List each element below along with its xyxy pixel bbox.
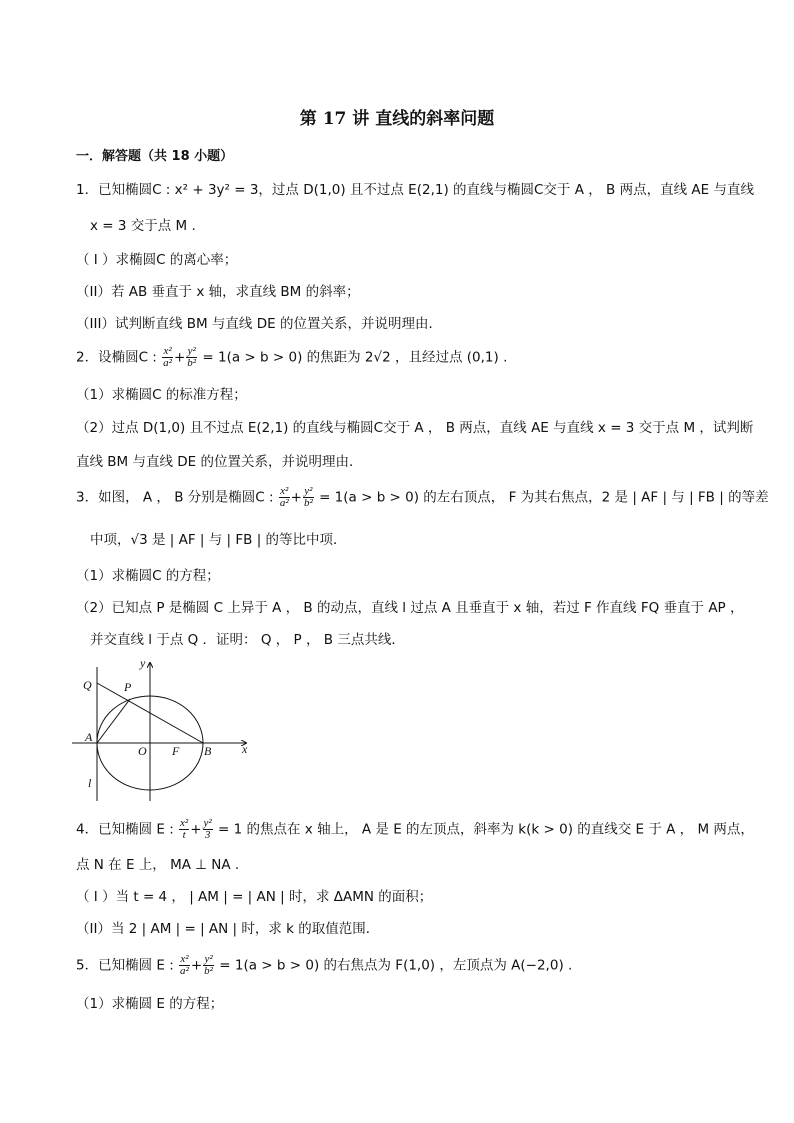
q3-line2: 中项，√3 是 | AF | 与 | FB | 的等比中项． — [90, 532, 347, 548]
q1-line1: 1．已知椭圆C : x² + 3y² = 3，过点 D(1,0) 且不过点 E(2,1) 的直线与椭圆C交于 A ， B 两点，直线 AE 与直线 — [76, 182, 754, 198]
q2-frac-y: $\frac{\text{y²}}{\text{b²}}$ — [187, 345, 197, 369]
q2-sub1: （1）求椭圆C 的标准方程； — [76, 387, 247, 403]
q5-sub1: （1）求椭圆 E 的方程； — [76, 996, 224, 1012]
label-A: A — [85, 730, 93, 744]
q5-frac-x: $\frac{\text{x²}}{\text{a²}}$ — [180, 953, 189, 977]
q4-line1: 4．已知椭圆 E : $\frac{\text{x²}}{t}$ + $\frac{\text{y²}}{3}$ = 1 的焦点在 x 轴上， A 是 E 的左顶点，斜率为 k(k > 0) 的直线交 E 于 A ， M 两点， — [76, 817, 754, 841]
q5-suffix: = 1(a > b > 0) 的右焦点为 F(1,0) ，左顶点为 A(−2,0) . — [219, 957, 573, 974]
q3-sub1: （1）求椭圆C 的方程； — [76, 568, 220, 584]
q1-sub3: （III）试判断直线 BM 与直线 DE 的位置关系，并说明理由． — [76, 316, 442, 332]
q4-line2: 点 N 在 E 上， MA ⊥ NA . — [76, 857, 240, 873]
label-x: x — [242, 742, 248, 756]
q4-suffix: = 1 的焦点在 x 轴上， A 是 E 的左顶点，斜率为 k(k > 0) 的直线交 E 于 A ， M 两点， — [218, 821, 754, 838]
q4-sub2: （II）当 2 | AM | = | AN | 时，求 k 的取值范围． — [76, 921, 380, 937]
page-title: 第 17 讲 直线的斜率问题 — [299, 109, 495, 129]
q2-sub2b: 直线 BM 与直线 DE 的位置关系，并说明理由． — [76, 454, 363, 470]
q5-line1: 5．已知椭圆 E : $\frac{\text{x²}}{\text{a²}}$ + $\frac{\text{y²}}{\text{b²}}$ = 1(a > b > 0) 的右焦点为 F(1,0) ，左顶点为 A(−2,0) . — [76, 953, 573, 977]
q4-prefix: 4．已知椭圆 E : — [76, 821, 174, 838]
label-B: B — [204, 744, 212, 758]
label-O: O — [138, 744, 147, 758]
q2-sub2a: （2）过点 D(1,0) 且不过点 E(2,1) 的直线与椭圆C交于 A ， B 两点，直线 AE 与直线 x = 3 交于点 M ，试判断 — [76, 420, 754, 436]
q2-line1: 2．设椭圆C : $\frac{\text{x²}}{\text{a²}}$ + $\frac{\text{y²}}{\text{b²}}$ = 1(a > b > 0) 的焦距为 2√2 ，且经过点 (0,1) . — [76, 345, 508, 369]
label-F: F — [172, 744, 180, 758]
q4-frac-x: $\frac{\text{x²}}{t}$ — [180, 817, 189, 841]
q1-sub1: （ I ）求椭圆C 的离心率； — [76, 252, 238, 268]
q2-frac-x: $\frac{\text{x²}}{\text{a²}}$ — [163, 345, 172, 369]
segment-AP — [97, 699, 130, 743]
label-l: l — [88, 776, 92, 790]
q3-sub2b: 并交直线 l 于点 Q ．证明： Q ， P ， B 三点共线． — [90, 632, 405, 648]
q4-sub1: （ I ）当 t = 4 ， | AM | = | AN | 时，求 ΔAMN 的面积； — [76, 889, 433, 905]
section-heading: 一．解答题（共 18 小题） — [76, 149, 234, 164]
q3-line1: 3．如图， A ， B 分别是椭圆C : $\frac{\text{x²}}{\text{a²}}$ + $\frac{\text{y²}}{\text{b²}}$ = 1(a > b > 0) 的左右顶点， F 为其右焦点，2 是 | AF | 与 | FB | 的等差 — [76, 485, 769, 509]
q3-frac-y: $\frac{\text{y²}}{\text{b²}}$ — [303, 485, 313, 509]
label-Q: Q — [83, 678, 92, 692]
q5-prefix: 5．已知椭圆 E : — [76, 957, 174, 974]
q3-sub2a: （2）已知点 P 是椭圆 C 上异于 A ， B 的动点，直线 l 过点 A 且垂直于 x 轴，若过 F 作直线 FQ 垂直于 AP ， — [76, 600, 744, 616]
label-y: y — [140, 656, 146, 670]
q1-sub2: （II）若 AB 垂直于 x 轴，求直线 BM 的斜率； — [76, 284, 360, 300]
q2-suffix: = 1(a > b > 0) 的焦距为 2√2 ，且经过点 (0,1) . — [202, 349, 508, 366]
label-P: P — [124, 680, 132, 694]
q3-suffix: = 1(a > b > 0) 的左右顶点， F 为其右焦点，2 是 | AF | 与 | FB | 的等差 — [319, 489, 769, 506]
q5-frac-y: $\frac{\text{y²}}{\text{b²}}$ — [204, 953, 213, 977]
q4-frac-y: $\frac{\text{y²}}{3}$ — [203, 817, 212, 841]
q1-line2: x = 3 交于点 M . — [90, 218, 196, 234]
ellipse-figure — [70, 655, 260, 805]
q3-prefix: 3．如图， A ， B 分别是椭圆C : — [76, 489, 274, 506]
q2-prefix: 2．设椭圆C : — [76, 349, 157, 366]
q3-frac-x: $\frac{\text{x²}}{\text{a²}}$ — [279, 485, 289, 509]
